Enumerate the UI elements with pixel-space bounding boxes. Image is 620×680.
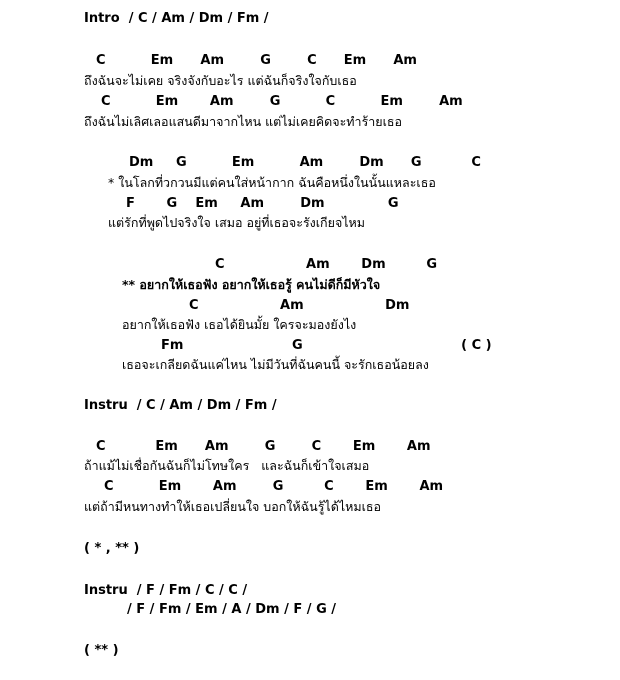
repeat-marker-1: ( * , ** ) (84, 541, 140, 556)
instru-line-2b: / F / Fm / Em / A / Dm / F / G / (127, 602, 337, 617)
verse1-chords-2: C Em Am G C Em Am (101, 94, 463, 109)
prechorus-chords-1: Dm G Em Am Dm G C (129, 155, 481, 170)
chorus-lyric-1: ** อยากให้เธอฟัง อยากให้เธอรู้ คนไม่ดีก็มีหัวใจ (122, 277, 381, 292)
verse2-chords-1: C Em Am G C Em Am (96, 439, 431, 454)
verse1-lyric-1: ถึงฉันจะไม่เคย จริงจังกับอะไร แต่ฉันก็จริงใจกับเธอ (84, 73, 357, 88)
instru-line-1: Instru / C / Am / Dm / Fm / (84, 398, 277, 413)
intro-line: Intro / C / Am / Dm / Fm / (84, 11, 269, 26)
instru-line-2: Instru / F / Fm / C / C / (84, 583, 248, 598)
chorus-lyric-3: เธอจะเกลียดฉันแค่ไหน ไม่มีวันที่ฉันคนนี้ จะรักเธอน้อยลง (122, 357, 429, 372)
repeat-marker-2: ( ** ) (84, 643, 119, 658)
verse1-chords-1: C Em Am G C Em Am (96, 53, 417, 68)
prechorus-lyric-1: * ในโลกที่วกวนมีแต่คนใส่หน้ากาก ฉันคือหนึ่งในนั้นแหละเธอ (108, 175, 436, 190)
prechorus-chords-2: F G Em Am Dm G (126, 196, 399, 211)
chorus-chords-2: C Am Dm (189, 298, 410, 313)
verse2-chords-2: C Em Am G C Em Am (104, 479, 444, 494)
chorus-chords-3: Fm G ( C ) (161, 338, 492, 353)
chorus-chords-1: C Am Dm G (215, 257, 438, 272)
verse2-lyric-2: แต่ถ้ามีหนทางทำให้เธอเปลี่ยนใจ บอกให้ฉันรู้ได้ไหมเธอ (84, 499, 382, 514)
verse2-lyric-1: ถ้าแม้ไม่เชื่อกันฉันก็ไม่โทษใคร และฉันก็เข้าใจเสมอ (84, 458, 370, 473)
verse1-lyric-2: ถึงฉันไม่เลิศเลอแสนดีมาจากไหน แต่ไม่เคยคิดจะทำร้ายเธอ (84, 114, 403, 129)
chorus-lyric-2: อยากให้เธอฟัง เธอได้ยินมั้ย ใครจะมองยังไง (122, 317, 357, 332)
prechorus-lyric-2: แต่รักที่พูดไปจริงใจ เสมอ อยู่ที่เธอจะรังเกียจไหม (108, 215, 366, 230)
